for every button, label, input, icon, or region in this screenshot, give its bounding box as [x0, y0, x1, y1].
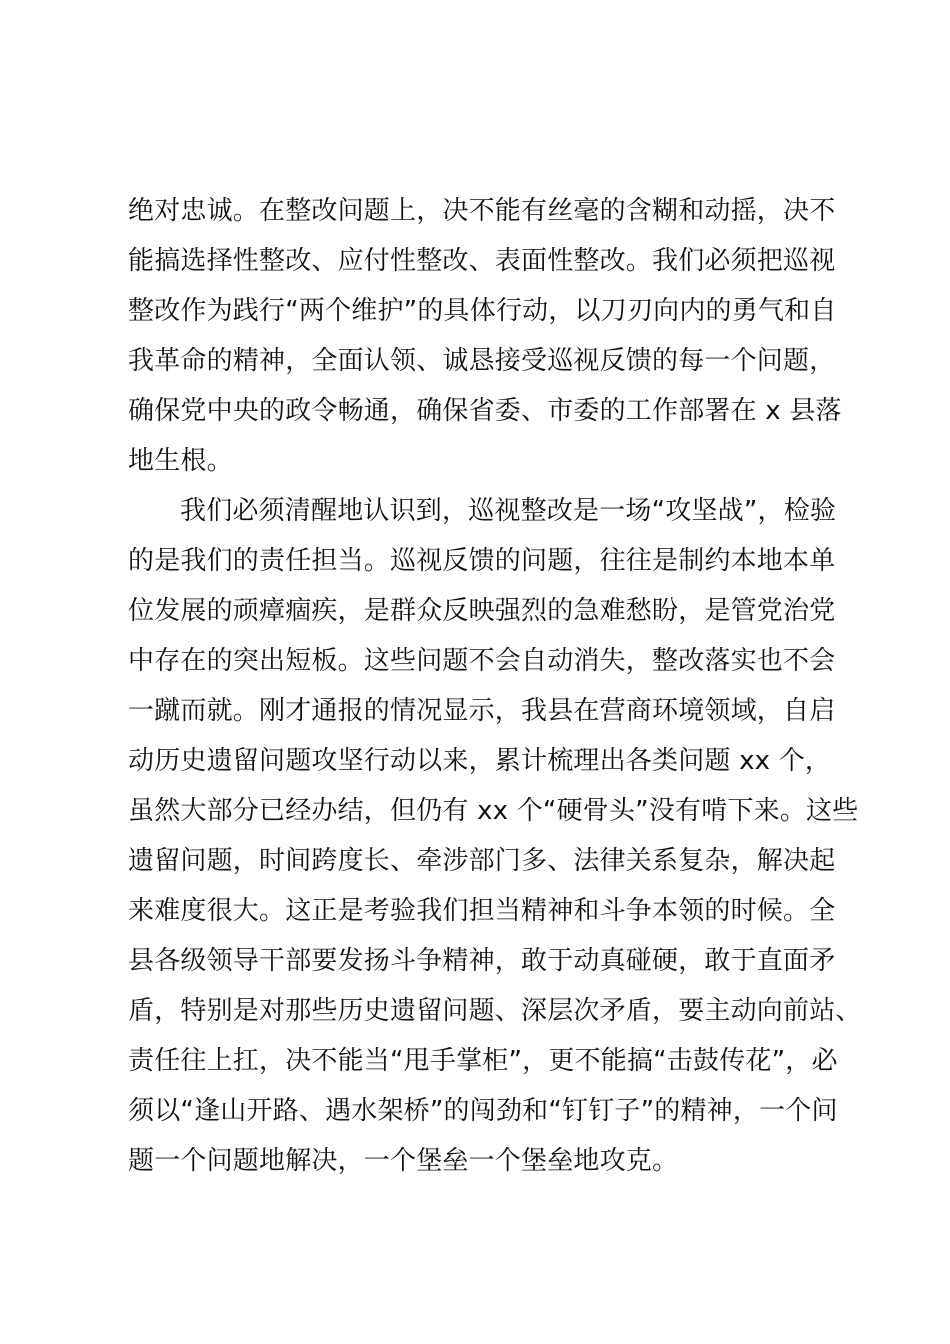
text-line: 一蹴而就。刚才通报的情况显示，我县在营商环境领域，自启 — [128, 696, 836, 726]
text-line: 中存在的突出短板。这些问题不会自动消失，整改落实也不会 — [128, 646, 836, 676]
paragraph-1 — [128, 186, 842, 486]
text-line: 我们必须清醒地认识到，巡视整改是一场“攻坚战”，检验 — [180, 496, 837, 526]
paragraph-2 — [128, 486, 862, 1186]
text-line: 盾，特别是对那些历史遗留问题、深层次矛盾，要主动向前站、 — [128, 996, 862, 1026]
text-line: 县各级领导干部要发扬斗争精神，敢于动真碰硬，敢于直面矛 — [128, 946, 836, 976]
text-line: 位发展的顽瘴痼疾，是群众反映强烈的急难愁盼，是管党治党 — [128, 596, 836, 626]
body-text — [128, 186, 862, 1186]
text-line: 题一个问题地解决，一个堡垒一个堡垒地攻克。 — [128, 1146, 679, 1176]
text-line: 遗留问题，时间跨度长、牵涉部门多、法律关系复杂，解决起 — [128, 846, 836, 876]
text-line: 确保党中央的政令畅通，确保省委、市委的工作部署在 x 县落 — [128, 396, 842, 426]
text-line: 我革命的精神，全面认领、诚恳接受巡视反馈的每一个问题， — [128, 346, 836, 376]
text-line: 的是我们的责任担当。巡视反馈的问题，往往是制约本地本单 — [128, 546, 836, 576]
text-line: 虽然大部分已经办结，但仍有 xx 个“硬骨头”没有啃下来。这些 — [128, 796, 859, 826]
text-line: 须以“逢山开路、遇水架桥”的闯劲和“钉钉子”的精神，一个问 — [128, 1096, 838, 1126]
text-line: 动历史遗留问题攻坚行动以来，累计梳理出各类问题 xx 个， — [128, 746, 832, 776]
text-line: 整改作为践行“两个维护”的具体行动，以刀刃向内的勇气和自 — [128, 296, 837, 326]
text-line: 地生根。 — [128, 446, 233, 476]
text-line: 来难度很大。这正是考验我们担当精神和斗争本领的时候。全 — [128, 896, 836, 926]
text-line: 能搞选择性整改、应付性整改、表面性整改。我们必须把巡视 — [128, 246, 836, 276]
text-line: 绝对忠诚。在整改问题上，决不能有丝毫的含糊和动摇，决不 — [128, 196, 836, 226]
text-line: 责任往上扛，决不能当“甩手掌柜”，更不能搞“击鼓传花”，必 — [128, 1046, 838, 1076]
